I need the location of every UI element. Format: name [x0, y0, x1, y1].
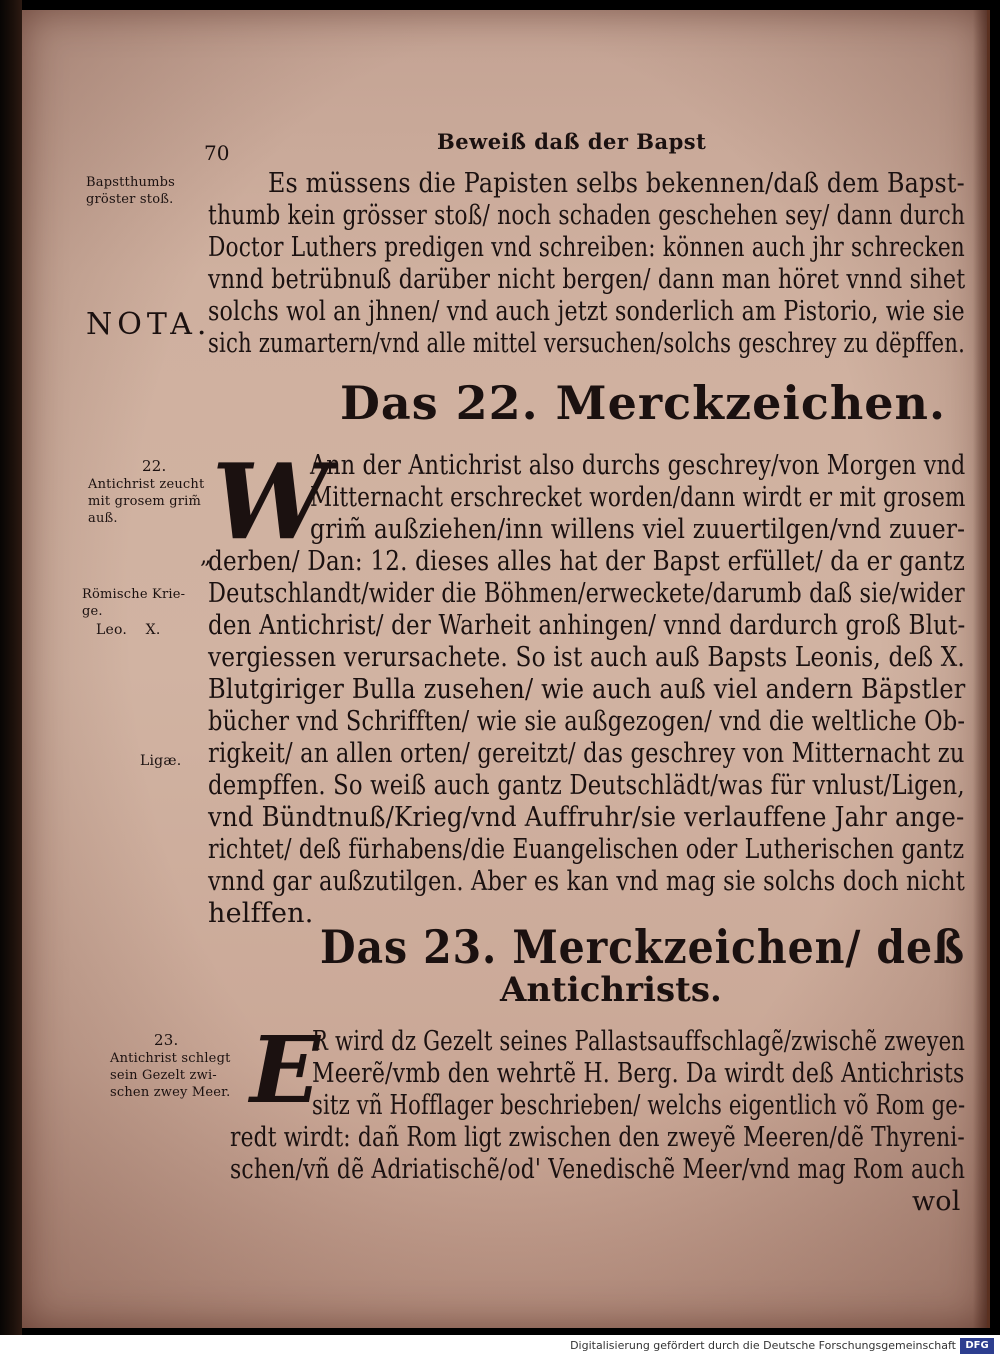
body-line: thumb kein grösser stoß/ noch schaden geschehen sey/ dann durch	[208, 200, 966, 231]
heading-antichrists: Antichrists.	[500, 970, 722, 1010]
book-page	[22, 10, 990, 1328]
margin-line: Römische Krie-	[82, 587, 186, 602]
margin-note-bapstthumbs	[86, 174, 175, 208]
book-spine	[0, 0, 22, 1335]
catchword: wol	[912, 1186, 961, 1217]
margin-note-ligae: Ligæ.	[140, 753, 182, 769]
nota-mark: NOTA.	[86, 307, 212, 342]
heading-merckzeichen-23: Das 23. Merckzeichen/ deß	[320, 920, 966, 974]
body-line: den Antichrist/ der Warheit anhingen/ vnnd dardurch groß Blut-	[208, 610, 966, 641]
body-line: richtet/ deß fürhabens/die Euangelischen oder Lutherischen gantz	[208, 834, 965, 865]
body-line: schen/vñ dẽ Adriatischẽ/od' Venedischẽ Meer/vnd mag Rom auch	[230, 1154, 966, 1185]
body-line: redt wirdt: dañ Rom ligt zwischen den zweyẽ Meeren/dẽ Thyreni-	[230, 1122, 965, 1153]
margin-line: ge.	[82, 604, 103, 619]
margin-note-leo: Leo. X.	[96, 622, 161, 638]
margin-note-gezelt	[110, 1050, 231, 1101]
margin-note-roemische-kriege	[82, 586, 185, 620]
body-line: Blutgiriger Bulla zusehen/ wie auch auß viel andern Bäpstler	[208, 674, 966, 705]
margin-note-antichrist-grim	[88, 476, 204, 527]
margin-number-23: 23.	[154, 1031, 179, 1049]
decorated-initial-e: E	[250, 1016, 321, 1124]
body-line: sich zumartern/vnd alle mittel versuchen/solchs geschrey zu dëpffen.	[208, 328, 965, 359]
body-line: helffen.	[208, 898, 314, 929]
margin-line: mit grosem grim̃	[88, 494, 202, 509]
margin-quote-mark: „	[200, 544, 212, 569]
margin-line: gröster stoß.	[86, 192, 174, 207]
decorated-initial-w: W	[212, 440, 329, 563]
body-line: Deutschlandt/wider die Böhmen/erweckete/darumb daß sie/wider	[208, 578, 965, 609]
body-line: Meerẽ/vmb den wehrtẽ H. Berg. Da wirdt deß Antichrists	[312, 1058, 965, 1089]
margin-line: sein Gezelt zwi-	[110, 1068, 217, 1083]
body-line: bücher vnd Schrifften/ wie sie außgezogen/ vnd die weltliche Ob-	[208, 706, 966, 737]
body-line: derben/ Dan: 12. dieses alles hat der Bapst erfüllet/ da er gantz	[208, 546, 965, 577]
margin-line: Antichrist schlegt	[110, 1051, 231, 1066]
body-line: Doctor Luthers predigen vnd schreiben: können auch jhr schrecken	[208, 232, 965, 263]
page-number: 70	[204, 141, 230, 165]
body-line: vergiessen verursachete. So ist auch auß Bapsts Leonis, deß X.	[208, 642, 965, 673]
margin-line: Bapstthumbs	[86, 175, 176, 190]
body-line: rigkeit/ an allen orten/ gereitzt/ das geschrey von Mitternacht zu	[208, 738, 965, 769]
dfg-logo: DFG	[960, 1338, 994, 1354]
body-line: vnnd gar außzutilgen. Aber es kan vnd mag sie solchs doch nicht	[208, 866, 965, 897]
margin-line: Antichrist zeucht	[88, 477, 205, 492]
body-line: grim̃ außziehen/inn willens viel zuuertilgen/vnd zuuer-	[310, 514, 966, 545]
margin-line: schen zwey Meer.	[110, 1085, 231, 1100]
body-line: vnd Bündtnuß/Krieg/vnd Auffruhr/sie verlauffene Jahr ange-	[208, 802, 965, 833]
margin-line: auß.	[88, 511, 118, 526]
body-line: Mitternacht erschrecket worden/dann wirdt er mit grosem	[310, 482, 966, 513]
heading-merckzeichen-22: Das 22. Merckzeichen.	[340, 376, 946, 430]
body-line: R wird dz Gezelt seines Pallastsauffschlagẽ/zwischẽ zweyen	[312, 1026, 966, 1057]
body-line: vnnd betrübnuß darüber nicht bergen/ dann man höret vnnd sihet	[208, 264, 966, 295]
body-line: sitz vñ Hofflager beschrieben/ welchs eigentlich võ Rom ge-	[312, 1090, 966, 1121]
body-line: dempffen. So weiß auch gantz Deutschlädt/was für vnlust/Ligen,	[208, 770, 965, 801]
body-line: Es müssens die Papisten selbs bekennen/daß dem Bapst-	[268, 168, 965, 199]
body-line: Ann der Antichrist also durchs geschrey/von Morgen vnd	[310, 450, 966, 481]
margin-number-22: 22.	[142, 457, 167, 475]
body-line: solchs wol an jhnen/ vnd auch jetzt sonderlich am Pistorio, wie sie	[208, 296, 965, 327]
digitization-footer	[0, 1335, 1000, 1358]
digitization-credit: Digitalisierung gefördert durch die Deutsche Forschungsgemeinschaft	[570, 1339, 956, 1352]
running-title: Beweiß daß der Bapst	[437, 129, 707, 154]
page-edge-shadow	[973, 10, 987, 1328]
